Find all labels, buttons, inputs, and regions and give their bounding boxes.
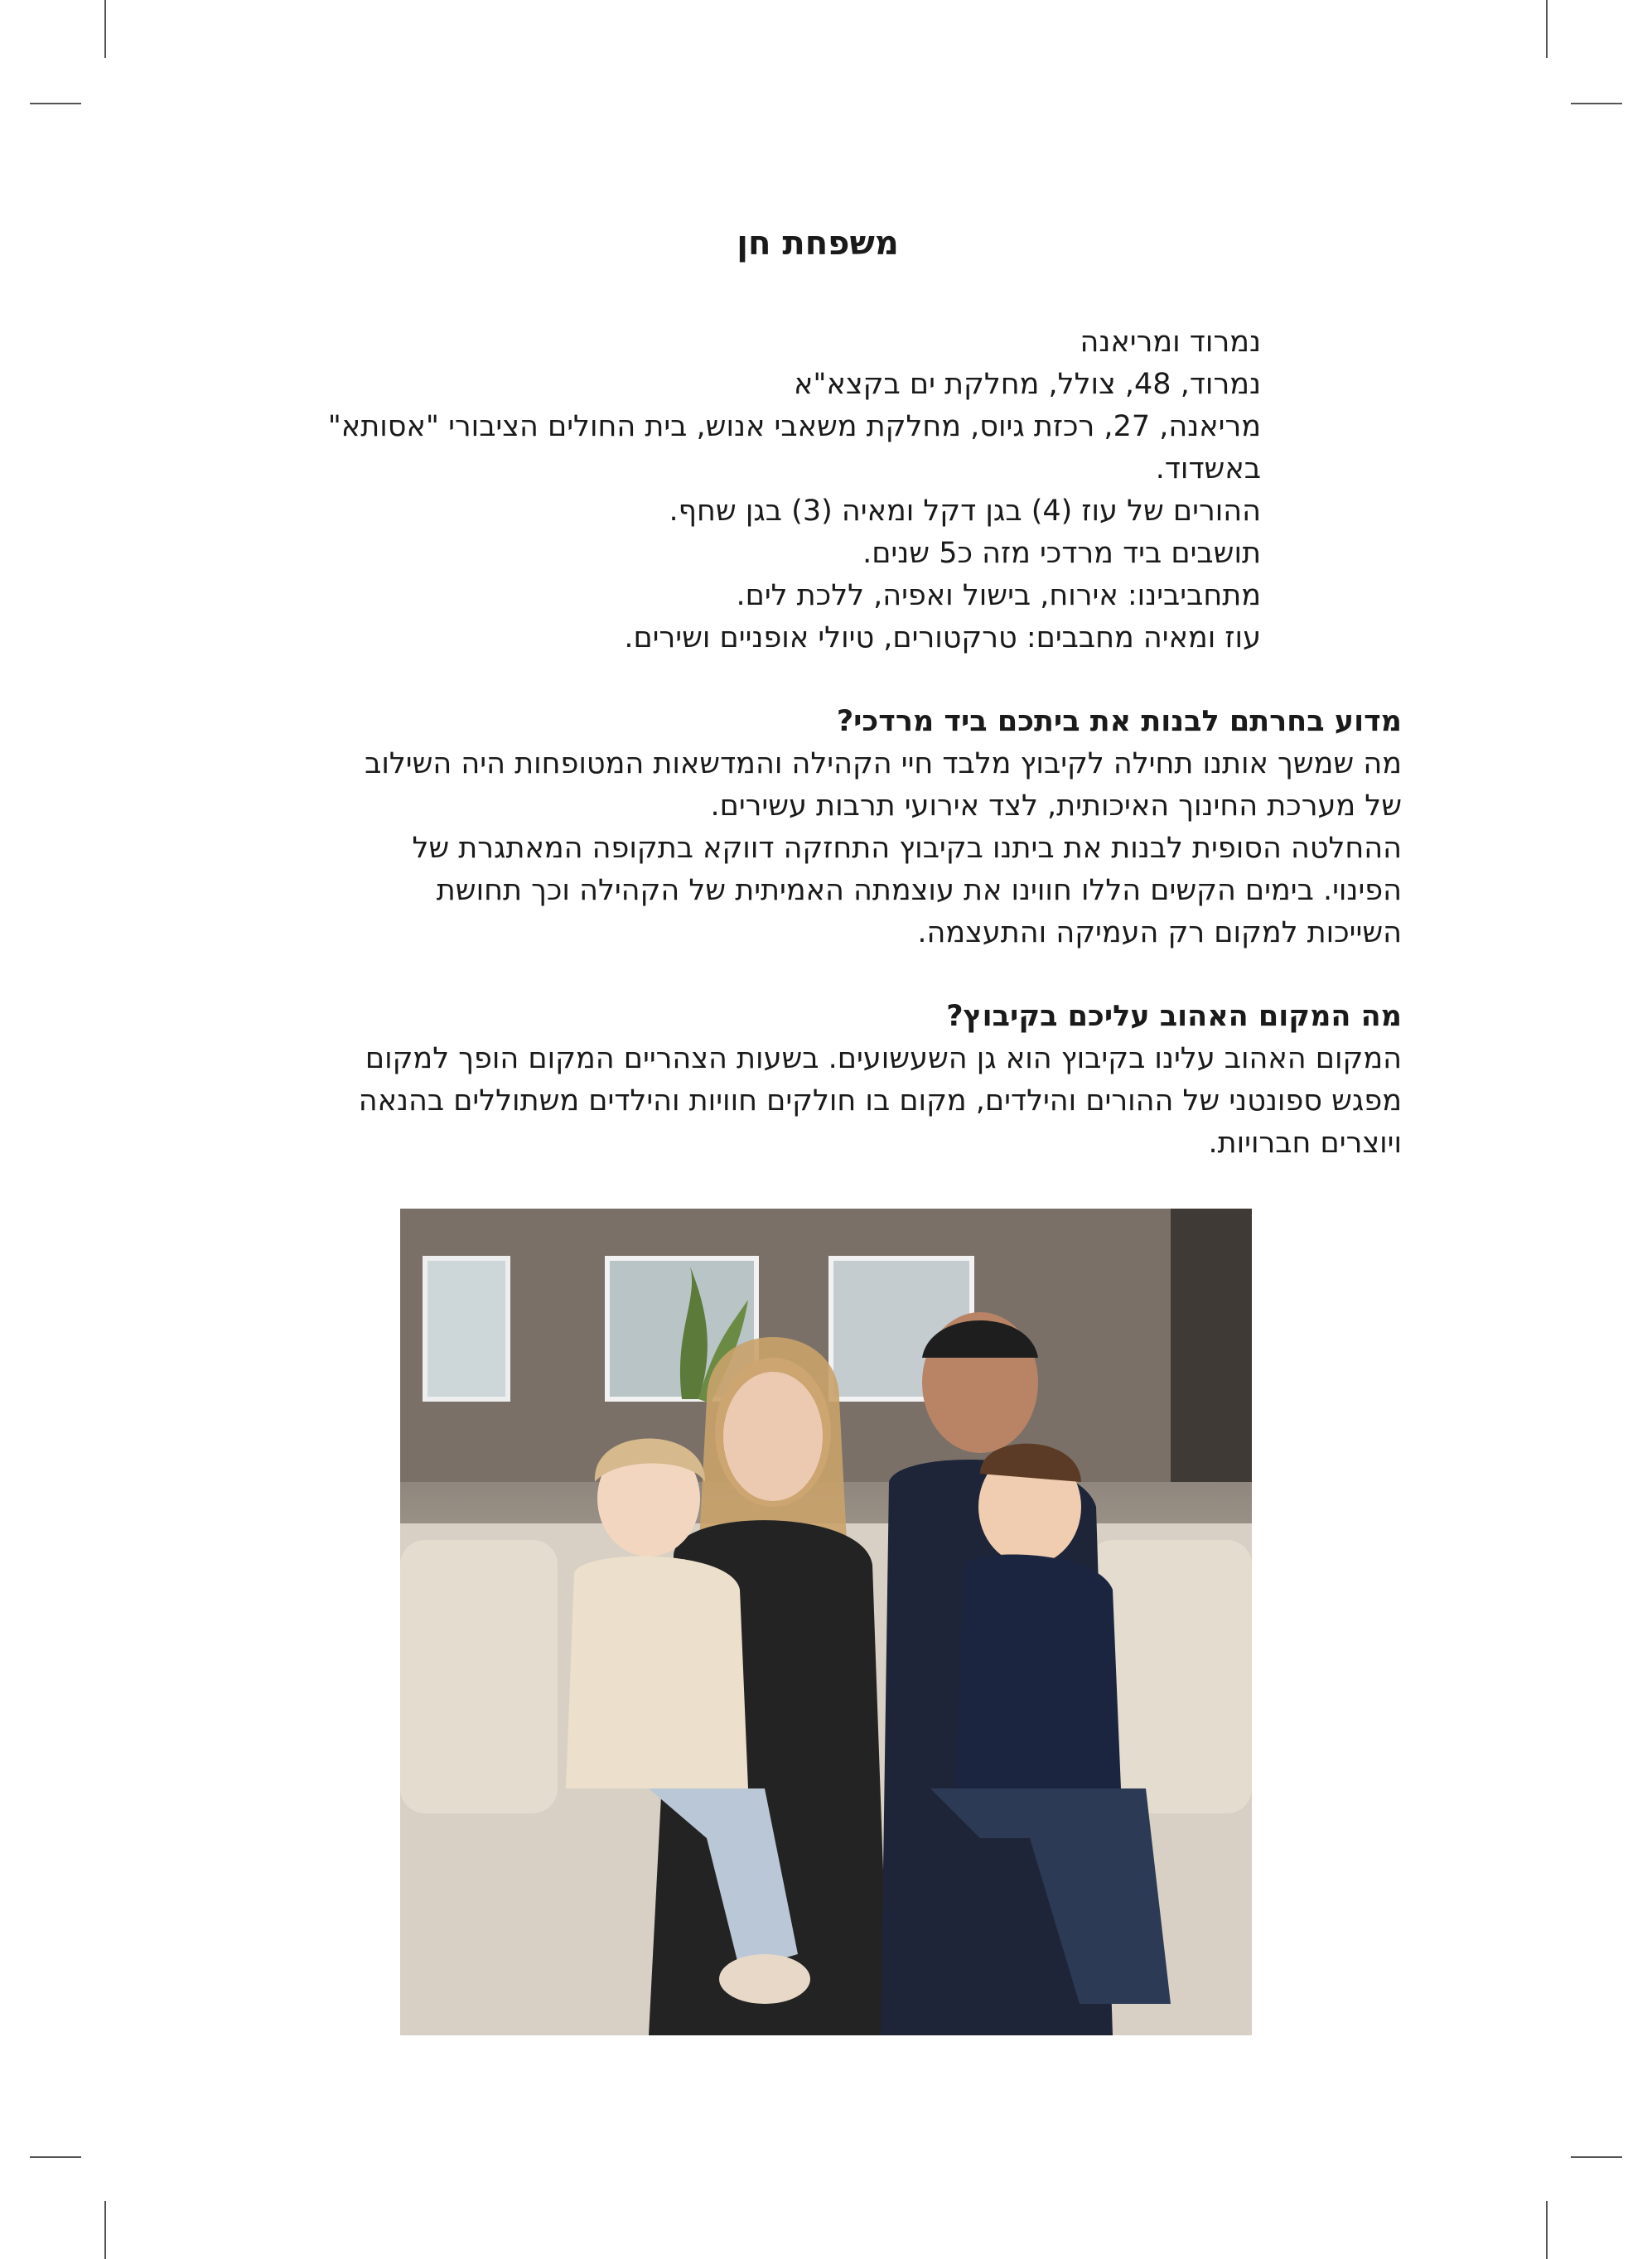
intro-line: עוז ומאיה מחבבים: טרקטורים, טיולי אופניים ושירים. xyxy=(624,621,1261,654)
intro-line: מתחביבינו: אירוח, בישול ואפיה, ללכת לים. xyxy=(736,579,1261,612)
intro-line: מריאנה, 27, רכזת גיוס, מחלקת משאבי אנוש, בית החולים הציבורי "אסותא" xyxy=(327,410,1261,443)
intro-block xyxy=(234,321,1402,659)
family-photo-illustration xyxy=(400,1209,1252,2035)
intro-line: תושבים ביד מרדכי מזה כ5 שנים. xyxy=(862,537,1261,570)
intro-line: נמרוד, 48, צולל, מחלקת ים בקצא"א xyxy=(794,368,1261,401)
intro-line: נמרוד ומריאנה xyxy=(1080,326,1261,359)
crop-mark xyxy=(104,0,106,58)
crop-mark xyxy=(30,2156,81,2158)
crop-mark xyxy=(1546,2201,1548,2259)
section-question: מה המקום האהוב עליכם בקיבוץ? xyxy=(946,1000,1402,1033)
section-line: ויוצרים חברויות. xyxy=(1208,1127,1402,1160)
crop-mark xyxy=(1571,2156,1622,2158)
section-line: מה שמשך אותנו תחילה לקיבוץ מלבד חיי הקהילה והמדשאות המטופחות היה השילוב xyxy=(365,747,1402,780)
section-question: מדוע בחרתם לבנות את ביתכם ביד מרדכי? xyxy=(836,705,1402,738)
crop-mark xyxy=(1571,103,1622,104)
page-title: משפחת חן xyxy=(737,224,899,263)
section-line: ההחלטה הסופית לבנות את ביתנו בקיבוץ התחזקה דווקא בתקופה המאתגרת של xyxy=(412,832,1402,865)
section-line: מפגש ספונטני של ההורים והילדים, מקום בו חולקים חוויות והילדים משתוללים בהנאה xyxy=(358,1084,1402,1117)
intro-line: באשדוד. xyxy=(1155,452,1261,485)
intro-line: ההורים של עוז (4) בגן דקל ומאיה (3) בגן שחף. xyxy=(669,495,1261,528)
section-line: של מערכת החינוך האיכותית, לצד אירועי תרבות עשירים. xyxy=(710,789,1402,823)
section-why-yad-mordechai xyxy=(234,701,1402,954)
crop-mark xyxy=(1546,0,1548,58)
section-line: השייכות למקום רק העמיקה והתעצמה. xyxy=(917,916,1402,949)
section-line: המקום האהוב עלינו בקיבוץ הוא גן השעשועים. בשעות הצהריים המקום הופך למקום xyxy=(365,1042,1402,1075)
section-line: הפינוי. בימים הקשים הללו חווינו את עוצמתה האמיתית של הקהילה וכך תחושת xyxy=(436,874,1402,907)
family-photo xyxy=(400,1209,1252,2035)
crop-mark xyxy=(30,103,81,104)
crop-mark xyxy=(104,2201,106,2259)
article xyxy=(234,224,1402,1165)
section-favorite-place xyxy=(234,996,1402,1165)
